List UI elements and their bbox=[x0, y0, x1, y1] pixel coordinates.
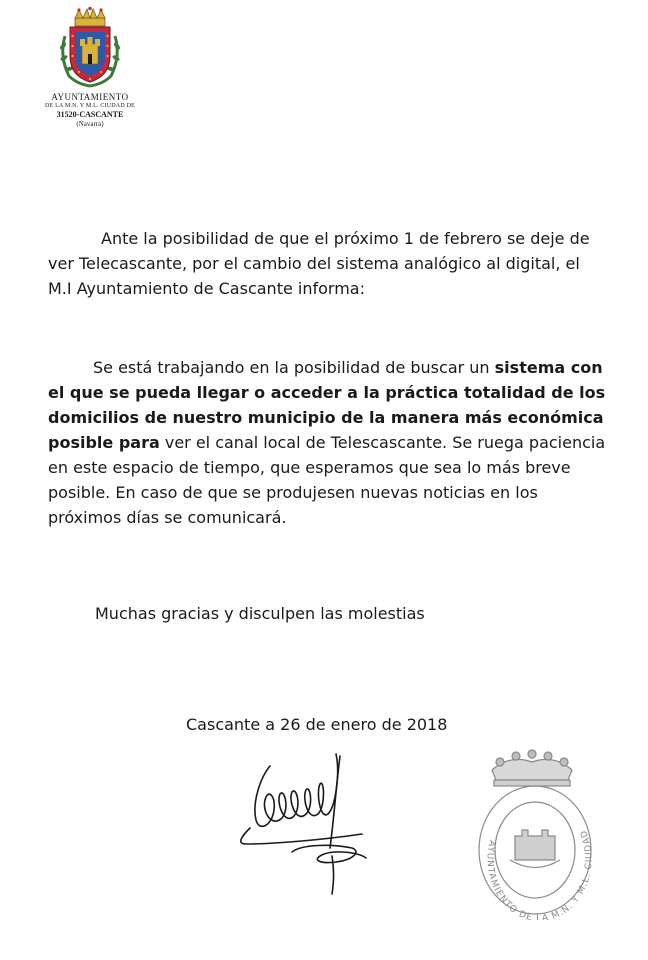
paragraph-intro-text: Ante la posibilidad de que el próximo 1 de febrero se deje de ver Telecascante, por el cambio del sistema analógico al digital, el M.I Ayuntamiento de Cascante informa: bbox=[48, 229, 590, 298]
dateline: Cascante a 26 de enero de 2018 bbox=[186, 715, 448, 734]
paragraph-intro bbox=[48, 226, 608, 301]
paragraph-closing: Muchas gracias y disculpen las molestias bbox=[95, 604, 425, 623]
seal-text: AYUNTAMIENTO DE LA M.N. Y M.L. CIUDAD bbox=[484, 828, 595, 920]
letterhead-region: (Navarra) bbox=[76, 120, 104, 128]
paragraph-main-part2: ver el canal local de Telescascante. Se ruega paciencia en este espacio de tiempo, que esperamos que sea lo más breve posible. En caso de que se produjesen nuevas noticias en los próximos días se comunicará. bbox=[48, 433, 606, 527]
letterhead-postal-city: 31520-CASCANTE bbox=[56, 110, 124, 119]
paragraph-main-part1: Se está trabajando en la posibilidad de buscar un bbox=[93, 358, 490, 377]
letterhead-name: AYUNTAMIENTO bbox=[51, 92, 129, 102]
letterhead-subtitle: DE LA M.N. Y M.L. CIUDAD DE bbox=[45, 103, 135, 109]
official-seal-icon bbox=[470, 740, 600, 920]
town-crest-icon bbox=[55, 6, 125, 88]
letterhead bbox=[20, 6, 160, 129]
paragraph-main-bold: sistema con el que se pueda llegar o acceder a la práctica totalidad de los domicilios de nuestro municipio de la manera más económica posible para bbox=[48, 358, 606, 452]
signature-icon bbox=[232, 748, 392, 898]
paragraph-main bbox=[48, 355, 608, 530]
